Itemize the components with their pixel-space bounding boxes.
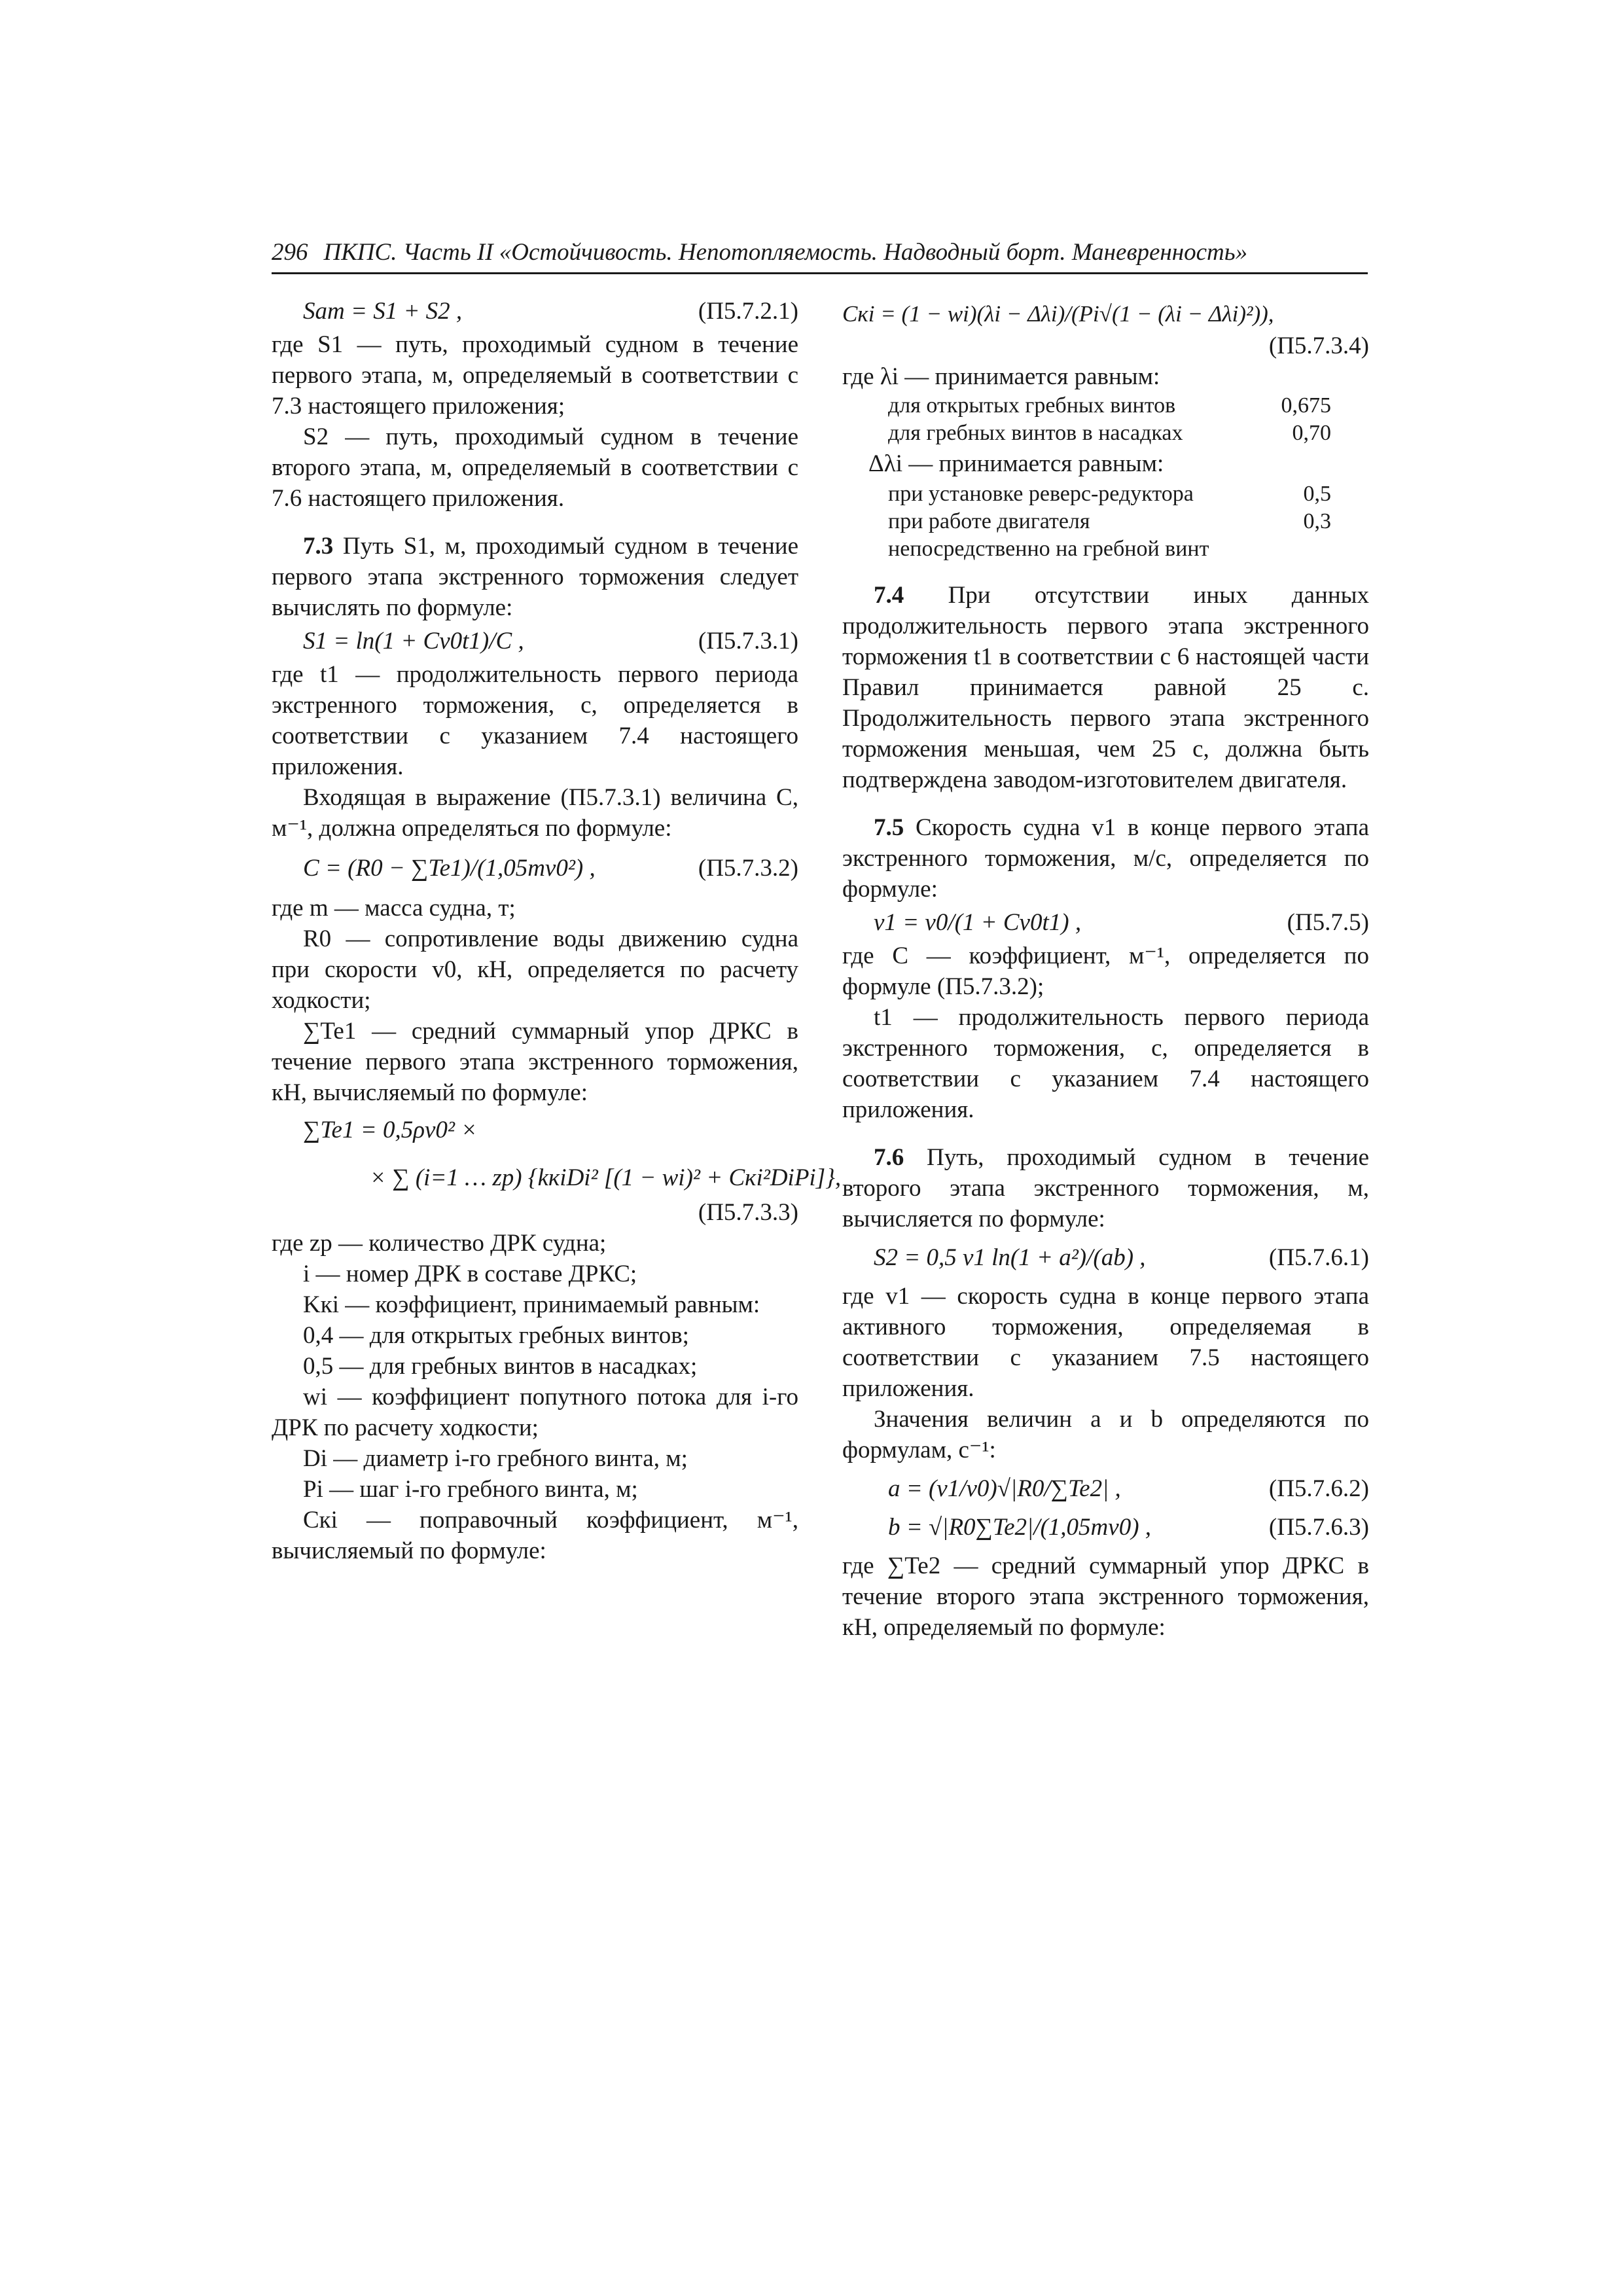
formula-p5-7-3-3-line1 bbox=[272, 1115, 798, 1145]
formula-p5-7-6-2 bbox=[842, 1473, 1369, 1504]
section-number: 7.6 bbox=[874, 1144, 904, 1171]
paragraph: где ∑Te2 — средний суммарный упор ДРКС в течение второго этапа экстренного торможения, кН, определяемый по формуле: bbox=[842, 1552, 1369, 1641]
formula-expression: ∑Te1 = 0,5ρv0² × bbox=[303, 1117, 478, 1143]
paragraph: Значения величин a и b определяются по формулам, с⁻¹: bbox=[842, 1406, 1369, 1463]
paragraph: где S1 — путь, проходимый судном в течение первого этапа, м, определяемый в соответствии с 7.3 настоящего приложения; bbox=[272, 331, 798, 420]
paragraph: где t1 — продолжительность первого периода экстренного торможения, с, определяется в соответствии с указанием 7.4 настоящего приложения. bbox=[272, 661, 798, 780]
formula-p5-7-6-1 bbox=[842, 1242, 1369, 1273]
formula-expression: C = (R0 − ∑Te1)/(1,05mv0²) , bbox=[303, 855, 596, 882]
running-title: ПКПС. Часть II «Остойчивость. Непотопляемость. Надводный борт. Маневренность» bbox=[323, 239, 1248, 266]
table-row bbox=[842, 480, 1369, 508]
paragraph: 0,5 — для гребных винтов в насадках; bbox=[303, 1353, 698, 1380]
section-text: Скорость судна v1 в конце первого этапа экстренного торможения, м/с, определяется по формуле: bbox=[842, 814, 1370, 903]
paragraph: Kкi — коэффициент, принимаемый равным: bbox=[303, 1291, 760, 1318]
formula-p5-7-3-4 bbox=[842, 298, 1369, 329]
section-text: Путь, проходимый судном в течение второго этапа экстренного торможения, м, вычисляется по формуле: bbox=[842, 1144, 1369, 1232]
section-7-4 bbox=[842, 580, 1369, 795]
row-label: для гребных винтов в насадках bbox=[888, 421, 1183, 445]
paragraph: где C — коэффициент, м⁻¹, определяется по формуле (П5.7.3.2); bbox=[842, 942, 1369, 1000]
left-column bbox=[272, 293, 842, 1566]
paragraph: wi — коэффициент попутного потока для i-го ДРК по расчету ходкости; bbox=[272, 1384, 798, 1441]
formula-p5-7-6-3 bbox=[842, 1512, 1369, 1543]
row-value: 0,70 bbox=[1292, 421, 1331, 445]
row-label: при установке реверс-редуктора bbox=[888, 482, 1194, 506]
lambda-table bbox=[842, 392, 1369, 447]
formula-p5-7-3-3-line2 bbox=[272, 1162, 842, 1193]
section-number: 7.3 bbox=[303, 533, 334, 560]
formula-expression: S1 = ln(1 + Cv0t1)/C , bbox=[303, 628, 524, 655]
paragraph: Di — диаметр i-го гребного винта, м; bbox=[303, 1445, 688, 1472]
formula-number: (П5.7.2.1) bbox=[698, 298, 798, 325]
section-7-6 bbox=[842, 1142, 1369, 1234]
formula-number: (П5.7.3.2) bbox=[698, 855, 798, 882]
section-text: При отсутствии иных данных продолжительность первого этапа экстренного торможения t1 в соответствии с 6 настоящей части Правил принимается равной 25 с. Продолжительность первого этапа экстренного торможения меньшая, чем 25 с, должна быть подтверждена заводом-изготовителем двигателя. bbox=[842, 582, 1370, 793]
formula-p5-7-5 bbox=[842, 907, 1369, 938]
formula-number: (П5.7.3.1) bbox=[698, 628, 798, 655]
formula-expression: a = (v1/v0)√|R0/∑Te2| , bbox=[888, 1475, 1121, 1502]
section-7-5 bbox=[842, 812, 1369, 905]
paragraph: t1 — продолжительность первого периода экстренного торможения, с, определяется в соответствии с указанием 7.4 настоящего приложения. bbox=[842, 1004, 1369, 1123]
paragraph: Δλi — принимается равным: bbox=[868, 450, 1164, 477]
row-value: 0,3 bbox=[1303, 509, 1331, 533]
paragraph: R0 — сопротивление воды движению судна при скорости v0, кН, определяется по расчету ходкости; bbox=[272, 925, 798, 1014]
formula-number: (П5.7.5) bbox=[1287, 909, 1369, 936]
row-value: 0,5 bbox=[1303, 482, 1331, 506]
formula-expression: × ∑ (i=1 … zp) {kкiDi² [(1 − wi)² + Cкi²DiPi]}, bbox=[370, 1164, 842, 1191]
paragraph: i — номер ДРК в составе ДРКС; bbox=[303, 1261, 637, 1287]
table-row bbox=[842, 508, 1369, 563]
paragraph: где λi — принимается равным: bbox=[842, 363, 1160, 390]
formula-number: (П5.7.6.3) bbox=[1268, 1514, 1369, 1541]
formula-expression: Sат = S1 + S2 , bbox=[303, 298, 463, 325]
formula-expression: Cкi = (1 − wi)(λi − Δλi)/(Pi√(1 − (λi − Δλi)²)), bbox=[842, 301, 1274, 327]
paragraph: ∑Te1 — средний суммарный упор ДРКС в течение первого этапа экстренного торможения, кН, вычисляемый по формуле: bbox=[272, 1018, 798, 1106]
formula-expression: v1 = v0/(1 + Cv0t1) , bbox=[874, 909, 1082, 936]
paragraph: Pi — шаг i-го гребного винта, м; bbox=[303, 1476, 638, 1503]
section-text: Путь S1, м, проходимый судном в течение первого этапа экстренного торможения следует вычислять по формуле: bbox=[272, 533, 798, 621]
paragraph: Входящая в выражение (П5.7.3.1) величина C, м⁻¹, должна определяться по формуле: bbox=[272, 784, 798, 842]
formula-number: (П5.7.3.3) bbox=[698, 1199, 798, 1226]
section-number: 7.4 bbox=[874, 582, 904, 609]
paragraph: Cкi — поправочный коэффициент, м⁻¹, вычисляемый по формуле: bbox=[272, 1507, 798, 1564]
formula-expression: b = √|R0∑Te2|/(1,05mv0) , bbox=[888, 1514, 1152, 1541]
paragraph: где m — масса судна, т; bbox=[272, 895, 516, 922]
row-label: для открытых гребных винтов bbox=[888, 393, 1176, 418]
right-column bbox=[842, 293, 1369, 1643]
table-row bbox=[842, 392, 1369, 420]
section-7-3 bbox=[272, 531, 798, 623]
page-header bbox=[272, 236, 1368, 274]
paragraph: S2 — путь, проходимый судном в течение второго этапа, м, определяемый в соответствии с 7.6 настоящего приложения. bbox=[272, 423, 798, 512]
paragraph: где zp — количество ДРК судна; bbox=[272, 1230, 607, 1257]
dlambda-table bbox=[842, 480, 1369, 563]
page-number: 296 bbox=[272, 239, 308, 266]
formula-p5-7-3-2 bbox=[272, 853, 798, 884]
formula-number: (П5.7.3.4) bbox=[1268, 332, 1369, 359]
table-row bbox=[842, 420, 1369, 447]
paragraph: где v1 — скорость судна в конце первого этапа активного торможения, определяемая в соответствии с указанием 7.5 настоящего приложения. bbox=[842, 1283, 1369, 1402]
formula-number: (П5.7.6.1) bbox=[1268, 1244, 1369, 1271]
section-number: 7.5 bbox=[874, 814, 904, 841]
row-value: 0,675 bbox=[1281, 393, 1331, 418]
paragraph: 0,4 — для открытых гребных винтов; bbox=[303, 1322, 689, 1349]
formula-p5-7-3-1 bbox=[272, 626, 798, 656]
formula-p5-7-2-1 bbox=[272, 296, 798, 327]
formula-number: (П5.7.6.2) bbox=[1268, 1475, 1369, 1502]
formula-expression: S2 = 0,5 v1 ln(1 + a²)/(ab) , bbox=[874, 1244, 1146, 1271]
row-label: при работе двигателя непосредственно на гребной винт bbox=[888, 509, 1209, 561]
